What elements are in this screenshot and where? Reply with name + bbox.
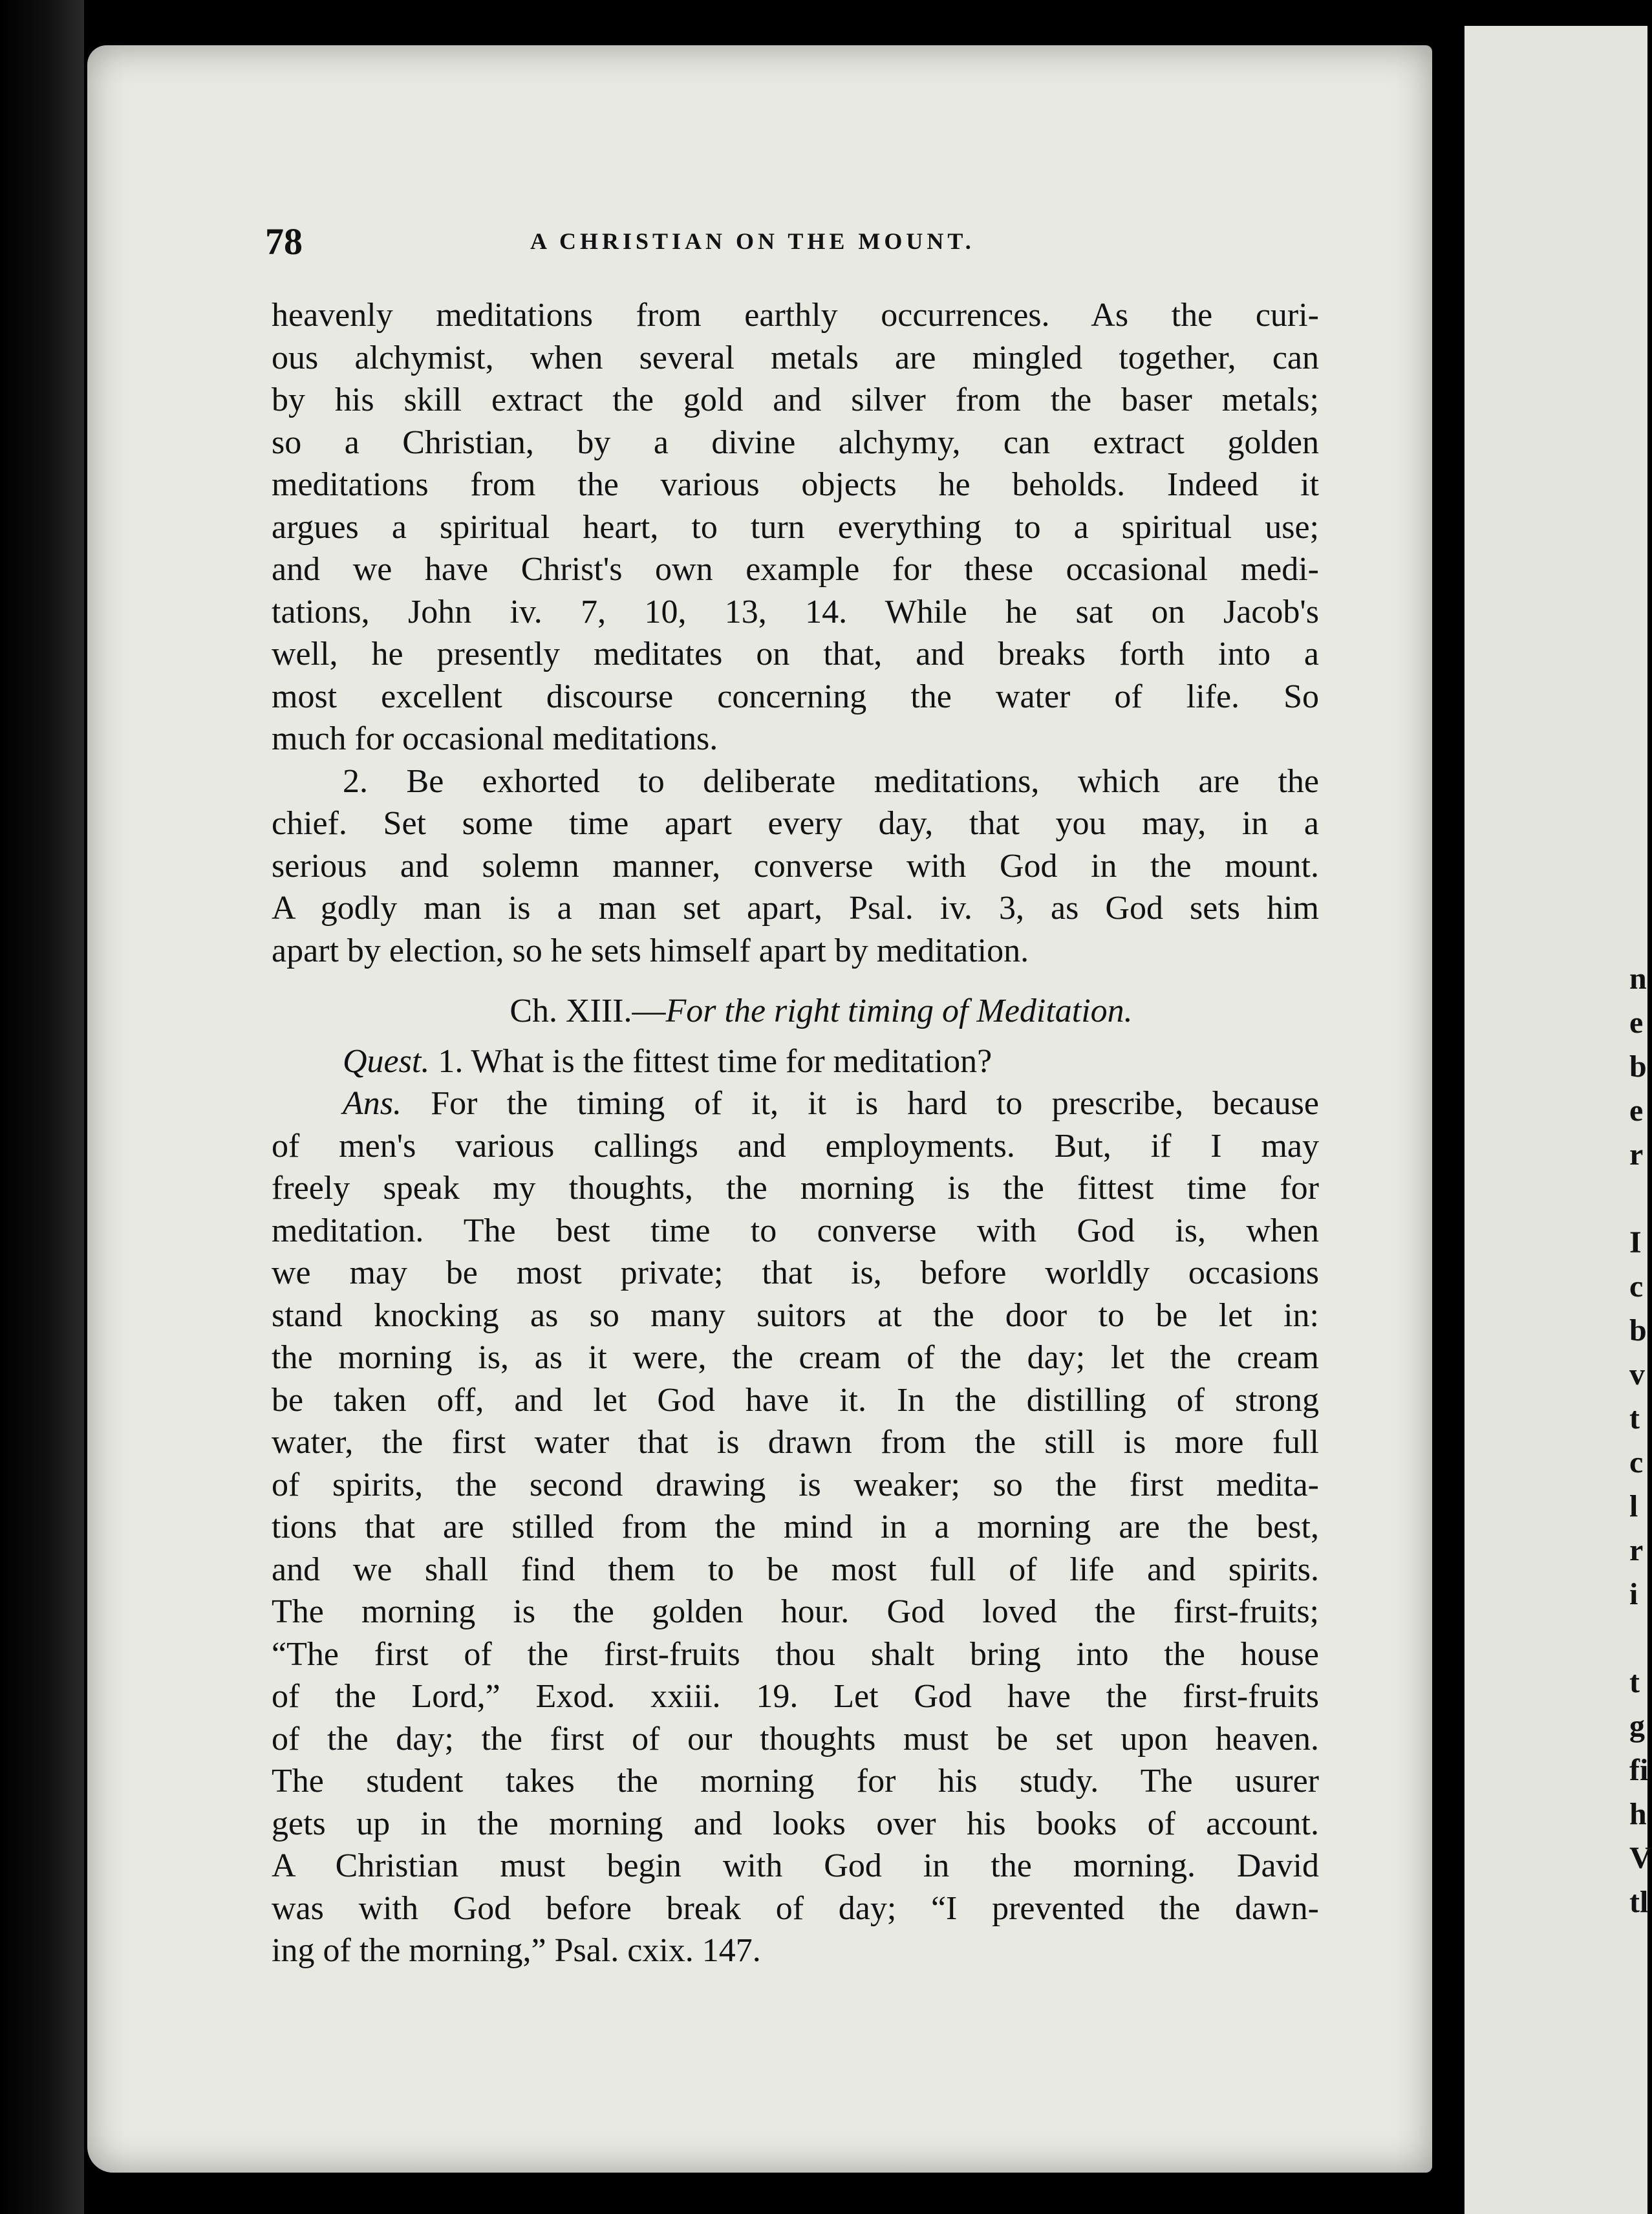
facing-edge-letter xyxy=(1629,1177,1647,1221)
facing-edge-letter: r xyxy=(1629,1137,1644,1172)
text-line: and we shall find them to be most full of life and spirits. xyxy=(272,1551,1319,1588)
text-line: A godly man is a man set apart, Psal. iv. 3, as God sets him xyxy=(272,890,1319,927)
facing-edge-letter: fi xyxy=(1629,1753,1649,1787)
text-line: of spirits, the second drawing is weaker; so the first medita- xyxy=(272,1466,1319,1503)
question-text: 1. What is the fittest time for meditation? xyxy=(429,1042,992,1080)
text-line: of the Lord,” Exod. xxiii. 19. Let God have the first-fruits xyxy=(272,1678,1319,1715)
text-line: Ans. For the timing of it, it is hard to prescribe, because xyxy=(343,1085,1319,1122)
text-line: serious and solemn manner, converse with God in the mount. xyxy=(272,847,1319,885)
text-line: of men's various callings and employments. But, if I may xyxy=(272,1127,1319,1165)
facing-edge-letter: t xyxy=(1629,1665,1640,1699)
text-line: tions that are stilled from the mind in a morning are the best, xyxy=(272,1509,1319,1545)
facing-edge-letter: b xyxy=(1629,1049,1647,1084)
question-line xyxy=(272,1040,1319,1083)
facing-edge-letter: b xyxy=(1629,1313,1647,1348)
text-line: meditations from the various objects he beholds. Indeed it xyxy=(272,466,1319,503)
text-line: chief. Set some time apart every day, that you may, in a xyxy=(272,805,1319,842)
facing-edge-letter: h xyxy=(1629,1797,1647,1831)
text-line: apart by election, so he sets himself apart by meditation. xyxy=(272,932,1029,969)
paragraph-deliberate-meditations xyxy=(272,760,1319,973)
facing-edge-letter: V xyxy=(1629,1841,1652,1875)
text-line: by his skill extract the gold and silver from the baser metals; xyxy=(272,382,1319,418)
facing-edge-letter: g xyxy=(1629,1709,1645,1743)
question-label: Quest. xyxy=(343,1042,430,1080)
running-title: A CHRISTIAN ON THE MOUNT. xyxy=(530,228,975,254)
book-gutter xyxy=(1432,0,1464,2214)
text-line: heavenly meditations from earthly occurrences. As the curi- xyxy=(272,297,1319,334)
paragraph-answer xyxy=(272,1082,1319,1972)
text-line: we may be most private; that is, before worldly occasions xyxy=(272,1254,1319,1291)
text-line: much for occasional meditations. xyxy=(272,720,718,757)
facing-edge-letter: t xyxy=(1629,1401,1640,1435)
facing-edge-letter: i xyxy=(1629,1577,1638,1611)
facing-edge-letter: n xyxy=(1629,962,1647,996)
text-line: and we have Christ's own example for these occasional medi- xyxy=(272,551,1319,588)
text-line: the morning is, as it were, the cream of the day; let the cream xyxy=(272,1339,1319,1376)
facing-edge-letter: v xyxy=(1629,1357,1645,1392)
body-text xyxy=(272,294,1319,1972)
facing-edge-letter: l xyxy=(1629,1489,1638,1523)
text-line: The morning is the golden hour. God loved the first-fruits; xyxy=(272,1593,1319,1630)
text-line: be taken off, and let God have it. In the distilling of strong xyxy=(272,1381,1319,1419)
text-line: tations, John iv. 7, 10, 13, 14. While he sat on Jacob's xyxy=(272,593,1319,630)
text-line: so a Christian, by a divine alchymy, can extract golden xyxy=(272,424,1319,461)
facing-edge-letter: c xyxy=(1629,1445,1644,1479)
text-line: The student takes the morning for his study. The usurer xyxy=(272,1763,1319,1800)
answer-label: Ans. xyxy=(343,1085,402,1122)
facing-edge-letter: e xyxy=(1629,1005,1644,1040)
text-line: 2. Be exhorted to deliberate meditations, which are the xyxy=(343,762,1319,800)
text-line: ing of the morning,” Psal. cxix. 147. xyxy=(272,1932,761,1969)
text-line: of the day; the first of our thoughts must be set upon heaven. xyxy=(272,1720,1319,1757)
text-line: argues a spiritual heart, to turn everything to a spiritual use; xyxy=(272,508,1319,546)
chapter-number: Ch. XIII.— xyxy=(510,993,666,1029)
facing-edge-letter: e xyxy=(1629,1093,1644,1128)
facing-page xyxy=(1464,26,1652,2214)
text-line: was with God before break of day; “I prevented the dawn- xyxy=(272,1889,1319,1927)
text-line: most excellent discourse concerning the water of life. So xyxy=(272,678,1319,715)
running-head xyxy=(265,220,1332,272)
facing-edge-letter xyxy=(1629,1617,1647,1660)
facing-edge-letter: c xyxy=(1629,1269,1644,1304)
text-line: well, he presently meditates on that, and breaks forth into a xyxy=(272,636,1319,672)
facing-edge-letter: r xyxy=(1629,1533,1644,1567)
chapter-title: For the right timing of Meditation. xyxy=(665,993,1133,1029)
facing-edge-letter: I xyxy=(1629,1225,1642,1260)
text-line: meditation. The best time to converse with God is, when xyxy=(272,1212,1319,1249)
paragraph-occasional-meditations xyxy=(272,294,1319,760)
text-line: freely speak my thoughts, the morning is the fittest time for xyxy=(272,1170,1319,1207)
facing-edge-letter: tl xyxy=(1629,1885,1649,1919)
text-line: gets up in the morning and looks over his books of account. xyxy=(272,1805,1319,1842)
text-line: ous alchymist, when several metals are mingled together, can xyxy=(272,339,1319,376)
text-line: water, the first water that is drawn from the still is more full xyxy=(272,1424,1319,1461)
text-line: A Christian must begin with God in the morning. David xyxy=(272,1847,1319,1884)
chapter-heading xyxy=(272,990,1319,1033)
text-line: “The first of the first-fruits thou shalt bring into the house xyxy=(272,1635,1319,1673)
text-line: stand knocking as so many suitors at the door to be let in: xyxy=(272,1296,1319,1334)
scan-border xyxy=(0,0,84,2214)
facing-page-edge-text xyxy=(1629,957,1652,1924)
page-number: 78 xyxy=(265,220,303,263)
